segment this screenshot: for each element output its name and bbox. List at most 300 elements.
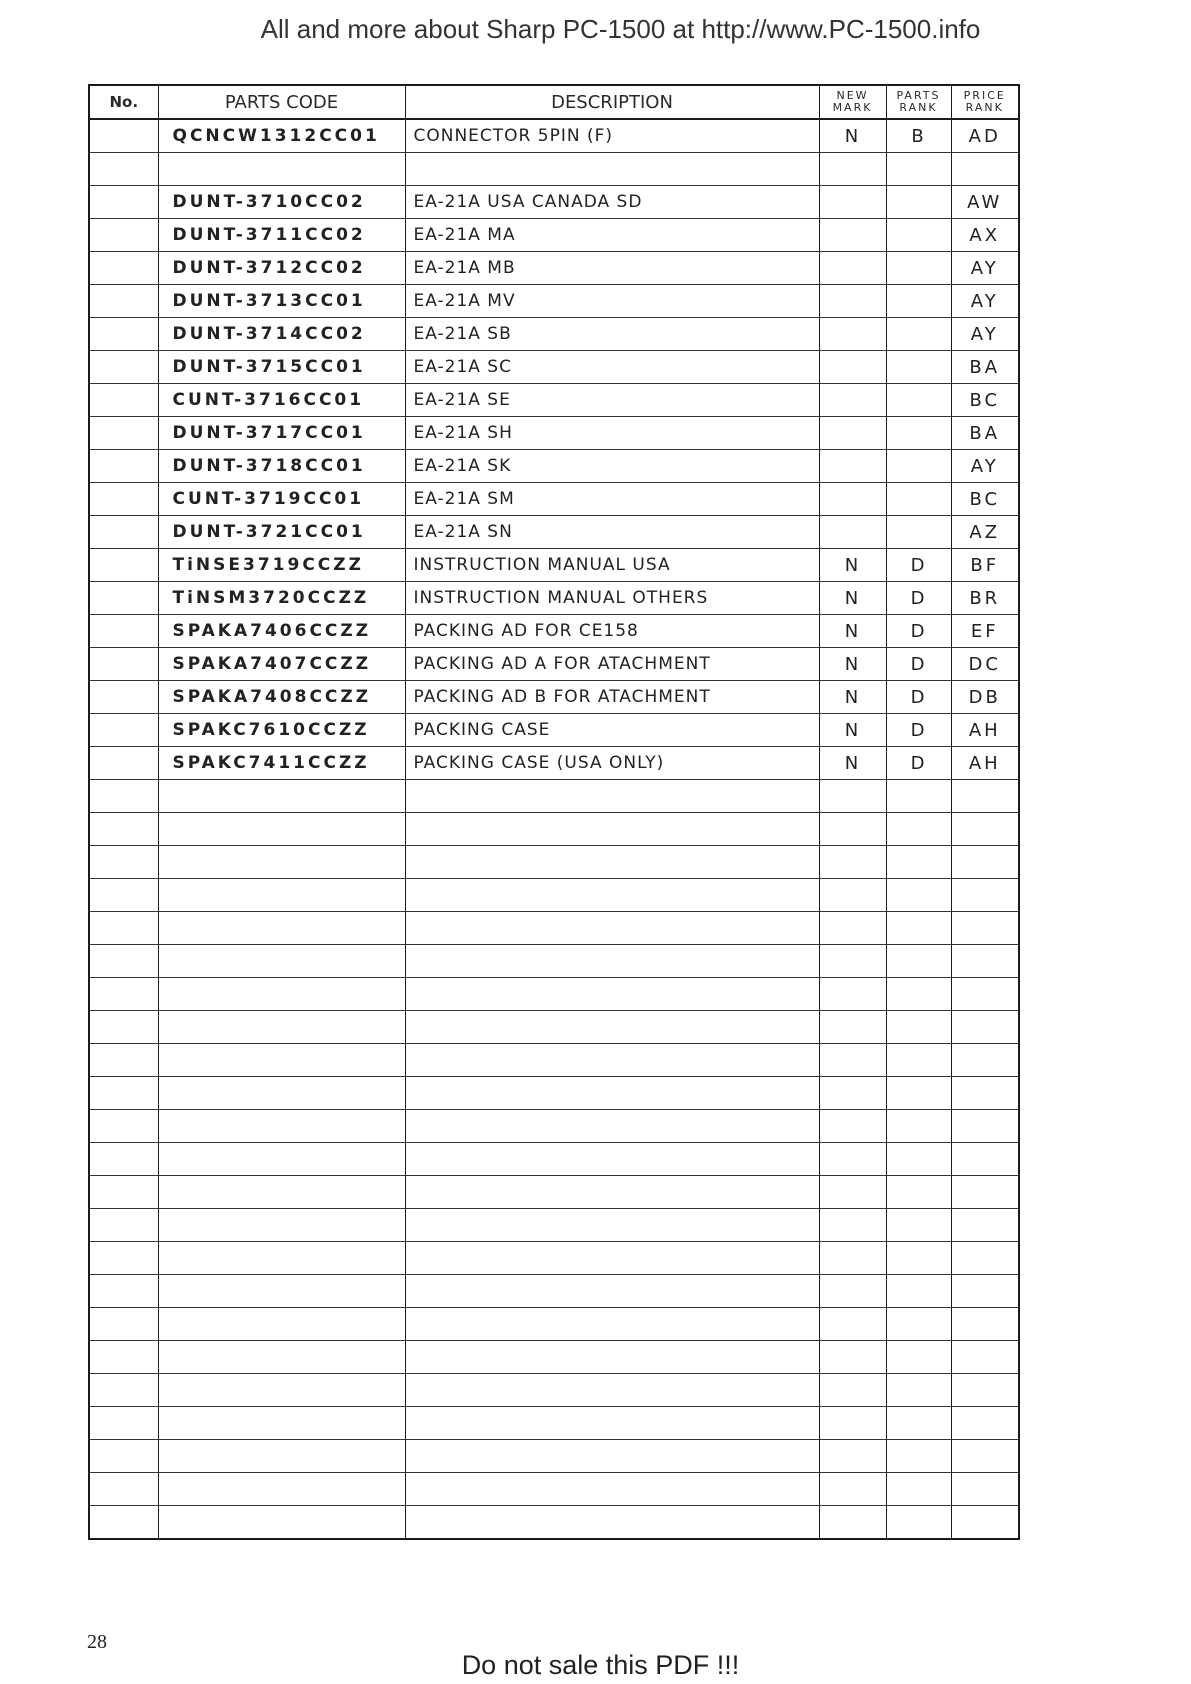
cell-description bbox=[405, 879, 819, 912]
cell-new-mark bbox=[819, 384, 886, 417]
header-parts-rank-line1: PARTS bbox=[896, 89, 941, 102]
cell-description: EA-21A SB bbox=[405, 318, 819, 351]
cell-new-mark bbox=[819, 1011, 886, 1044]
cell-parts-rank bbox=[886, 846, 951, 879]
cell-parts-code: SPAKA7408CCZZ bbox=[158, 681, 405, 714]
cell-price-rank bbox=[951, 1440, 1019, 1473]
cell-parts-rank bbox=[886, 1341, 951, 1374]
table-row bbox=[89, 1110, 1019, 1143]
cell-parts-code: SPAKA7406CCZZ bbox=[158, 615, 405, 648]
cell-parts-rank bbox=[886, 978, 951, 1011]
cell-new-mark: N bbox=[819, 714, 886, 747]
cell-new-mark bbox=[819, 945, 886, 978]
cell-parts-rank bbox=[886, 516, 951, 549]
cell-price-rank bbox=[951, 1506, 1019, 1540]
cell-new-mark: N bbox=[819, 648, 886, 681]
cell-no bbox=[89, 219, 158, 252]
table-row bbox=[89, 318, 1019, 351]
cell-description bbox=[405, 153, 819, 186]
table-row bbox=[89, 351, 1019, 384]
cell-description bbox=[405, 945, 819, 978]
cell-parts-code: DUNT-3710CC02 bbox=[158, 186, 405, 219]
cell-parts-rank bbox=[886, 318, 951, 351]
cell-description bbox=[405, 1374, 819, 1407]
cell-price-rank bbox=[951, 780, 1019, 813]
cell-parts-rank bbox=[886, 1044, 951, 1077]
cell-price-rank bbox=[951, 813, 1019, 846]
cell-description bbox=[405, 978, 819, 1011]
cell-description: EA-21A MB bbox=[405, 252, 819, 285]
cell-description bbox=[405, 1242, 819, 1275]
table-row bbox=[89, 1077, 1019, 1110]
cell-parts-code bbox=[158, 1011, 405, 1044]
cell-new-mark bbox=[819, 1143, 886, 1176]
cell-price-rank: BA bbox=[951, 417, 1019, 450]
cell-description bbox=[405, 1044, 819, 1077]
cell-parts-rank bbox=[886, 879, 951, 912]
cell-parts-rank bbox=[886, 384, 951, 417]
cell-new-mark bbox=[819, 219, 886, 252]
cell-price-rank: AY bbox=[951, 318, 1019, 351]
cell-no bbox=[89, 351, 158, 384]
table-row bbox=[89, 813, 1019, 846]
cell-parts-code: DUNT-3717CC01 bbox=[158, 417, 405, 450]
cell-no bbox=[89, 1011, 158, 1044]
cell-parts-code bbox=[158, 1209, 405, 1242]
table-row bbox=[89, 384, 1019, 417]
cell-new-mark bbox=[819, 1209, 886, 1242]
cell-parts-code: DUNT-3711CC02 bbox=[158, 219, 405, 252]
cell-price-rank: DB bbox=[951, 681, 1019, 714]
cell-description: PACKING CASE (USA ONLY) bbox=[405, 747, 819, 780]
table-row bbox=[89, 483, 1019, 516]
cell-description: EA-21A SH bbox=[405, 417, 819, 450]
cell-new-mark bbox=[819, 1308, 886, 1341]
cell-parts-rank bbox=[886, 219, 951, 252]
cell-parts-rank bbox=[886, 813, 951, 846]
cell-price-rank: AD bbox=[951, 119, 1019, 153]
cell-parts-code: CUNT-3719CC01 bbox=[158, 483, 405, 516]
table-row bbox=[89, 714, 1019, 747]
cell-no bbox=[89, 285, 158, 318]
table-row bbox=[89, 1044, 1019, 1077]
cell-new-mark bbox=[819, 1176, 886, 1209]
cell-no bbox=[89, 252, 158, 285]
cell-parts-rank bbox=[886, 1407, 951, 1440]
cell-description: PACKING CASE bbox=[405, 714, 819, 747]
cell-price-rank bbox=[951, 1341, 1019, 1374]
table-row bbox=[89, 1308, 1019, 1341]
cell-new-mark bbox=[819, 318, 886, 351]
footer-note: Do not sale this PDF !!! bbox=[461, 1650, 740, 1680]
cell-parts-rank: D bbox=[886, 714, 951, 747]
cell-description bbox=[405, 1176, 819, 1209]
cell-parts-code: DUNT-3713CC01 bbox=[158, 285, 405, 318]
cell-description: EA-21A SN bbox=[405, 516, 819, 549]
cell-parts-code: DUNT-3715CC01 bbox=[158, 351, 405, 384]
cell-price-rank: BF bbox=[951, 549, 1019, 582]
table-row bbox=[89, 945, 1019, 978]
header-no: No. bbox=[89, 85, 158, 119]
cell-parts-code bbox=[158, 1440, 405, 1473]
table-row bbox=[89, 1473, 1019, 1506]
cell-parts-code bbox=[158, 1506, 405, 1540]
cell-new-mark bbox=[819, 780, 886, 813]
cell-price-rank: BR bbox=[951, 582, 1019, 615]
cell-parts-rank bbox=[886, 1077, 951, 1110]
table-header-row bbox=[89, 85, 1019, 119]
cell-description: PACKING AD FOR CE158 bbox=[405, 615, 819, 648]
cell-no bbox=[89, 1440, 158, 1473]
cell-parts-rank bbox=[886, 1242, 951, 1275]
cell-no bbox=[89, 615, 158, 648]
cell-new-mark: N bbox=[819, 119, 886, 153]
table-row bbox=[89, 1407, 1019, 1440]
cell-parts-rank: D bbox=[886, 681, 951, 714]
table-row bbox=[89, 681, 1019, 714]
table-row bbox=[89, 615, 1019, 648]
cell-parts-code: QCNCW1312CC01 bbox=[158, 119, 405, 153]
cell-parts-rank bbox=[886, 1275, 951, 1308]
cell-description bbox=[405, 1407, 819, 1440]
cell-description bbox=[405, 1209, 819, 1242]
table-row bbox=[89, 1209, 1019, 1242]
cell-price-rank bbox=[951, 879, 1019, 912]
cell-price-rank: AY bbox=[951, 252, 1019, 285]
cell-parts-code: CUNT-3716CC01 bbox=[158, 384, 405, 417]
cell-parts-rank bbox=[886, 912, 951, 945]
cell-new-mark bbox=[819, 1044, 886, 1077]
cell-no bbox=[89, 681, 158, 714]
cell-description bbox=[405, 1110, 819, 1143]
cell-price-rank bbox=[951, 1275, 1019, 1308]
cell-price-rank bbox=[951, 912, 1019, 945]
cell-parts-code bbox=[158, 978, 405, 1011]
cell-no bbox=[89, 747, 158, 780]
cell-parts-rank bbox=[886, 186, 951, 219]
cell-new-mark: N bbox=[819, 681, 886, 714]
table-row bbox=[89, 582, 1019, 615]
cell-no bbox=[89, 549, 158, 582]
cell-description: EA-21A SM bbox=[405, 483, 819, 516]
cell-description bbox=[405, 1143, 819, 1176]
parts-list-table bbox=[88, 84, 1020, 1540]
cell-new-mark bbox=[819, 252, 886, 285]
cell-parts-code: DUNT-3714CC02 bbox=[158, 318, 405, 351]
cell-no bbox=[89, 1341, 158, 1374]
cell-price-rank bbox=[951, 1374, 1019, 1407]
cell-parts-rank: D bbox=[886, 582, 951, 615]
cell-new-mark bbox=[819, 1440, 886, 1473]
table-row bbox=[89, 153, 1019, 186]
cell-no bbox=[89, 879, 158, 912]
cell-new-mark bbox=[819, 285, 886, 318]
cell-new-mark: N bbox=[819, 747, 886, 780]
cell-price-rank: BC bbox=[951, 384, 1019, 417]
cell-parts-rank bbox=[886, 153, 951, 186]
cell-no bbox=[89, 912, 158, 945]
table-row bbox=[89, 1506, 1019, 1540]
cell-no bbox=[89, 1209, 158, 1242]
cell-new-mark bbox=[819, 813, 886, 846]
cell-parts-rank: D bbox=[886, 747, 951, 780]
cell-price-rank bbox=[951, 1176, 1019, 1209]
cell-parts-rank bbox=[886, 1143, 951, 1176]
cell-price-rank bbox=[951, 978, 1019, 1011]
cell-description: PACKING AD B FOR ATACHMENT bbox=[405, 681, 819, 714]
cell-no bbox=[89, 450, 158, 483]
cell-no bbox=[89, 648, 158, 681]
cell-price-rank bbox=[951, 945, 1019, 978]
cell-new-mark bbox=[819, 417, 886, 450]
cell-parts-rank bbox=[886, 780, 951, 813]
table-row bbox=[89, 252, 1019, 285]
cell-parts-code bbox=[158, 1143, 405, 1176]
cell-parts-code: SPAKC7610CCZZ bbox=[158, 714, 405, 747]
table-row bbox=[89, 417, 1019, 450]
cell-no bbox=[89, 417, 158, 450]
cell-no bbox=[89, 1506, 158, 1540]
cell-parts-rank: D bbox=[886, 549, 951, 582]
cell-new-mark bbox=[819, 1077, 886, 1110]
cell-parts-code bbox=[158, 153, 405, 186]
cell-no bbox=[89, 318, 158, 351]
cell-new-mark bbox=[819, 1242, 886, 1275]
cell-parts-code bbox=[158, 1374, 405, 1407]
cell-new-mark bbox=[819, 912, 886, 945]
header-price-rank bbox=[951, 85, 1019, 119]
cell-price-rank bbox=[951, 1011, 1019, 1044]
cell-price-rank: DC bbox=[951, 648, 1019, 681]
cell-price-rank: AX bbox=[951, 219, 1019, 252]
parts-table-body bbox=[89, 119, 1019, 1539]
cell-parts-rank: D bbox=[886, 615, 951, 648]
table-row bbox=[89, 879, 1019, 912]
table-row bbox=[89, 1440, 1019, 1473]
cell-new-mark bbox=[819, 879, 886, 912]
cell-no bbox=[89, 1242, 158, 1275]
cell-parts-rank bbox=[886, 1308, 951, 1341]
header-banner: All and more about Sharp PC-1500 at http://www.PC-1500.info bbox=[260, 14, 981, 44]
cell-price-rank bbox=[951, 1110, 1019, 1143]
cell-parts-code bbox=[158, 1242, 405, 1275]
table-row bbox=[89, 1374, 1019, 1407]
cell-price-rank: BC bbox=[951, 483, 1019, 516]
cell-parts-rank bbox=[886, 450, 951, 483]
header-description: DESCRIPTION bbox=[405, 85, 819, 119]
table-row bbox=[89, 780, 1019, 813]
cell-parts-rank bbox=[886, 945, 951, 978]
table-row bbox=[89, 978, 1019, 1011]
cell-parts-rank bbox=[886, 1506, 951, 1540]
cell-description bbox=[405, 846, 819, 879]
cell-parts-code bbox=[158, 1407, 405, 1440]
cell-description: EA-21A USA CANADA SD bbox=[405, 186, 819, 219]
cell-new-mark bbox=[819, 1374, 886, 1407]
table-row bbox=[89, 1242, 1019, 1275]
cell-no bbox=[89, 1308, 158, 1341]
cell-parts-rank: B bbox=[886, 119, 951, 153]
table-row bbox=[89, 846, 1019, 879]
cell-description bbox=[405, 813, 819, 846]
table-row bbox=[89, 186, 1019, 219]
cell-parts-code: SPAKC7411CCZZ bbox=[158, 747, 405, 780]
cell-new-mark bbox=[819, 846, 886, 879]
cell-new-mark bbox=[819, 153, 886, 186]
cell-no bbox=[89, 582, 158, 615]
cell-parts-rank bbox=[886, 1473, 951, 1506]
cell-no bbox=[89, 153, 158, 186]
cell-parts-rank bbox=[886, 285, 951, 318]
cell-price-rank bbox=[951, 1209, 1019, 1242]
cell-description bbox=[405, 780, 819, 813]
header-new-mark-line2: MARK bbox=[832, 101, 873, 114]
cell-parts-code bbox=[158, 813, 405, 846]
cell-description: EA-21A SE bbox=[405, 384, 819, 417]
cell-price-rank bbox=[951, 1077, 1019, 1110]
cell-new-mark bbox=[819, 1110, 886, 1143]
cell-price-rank: AW bbox=[951, 186, 1019, 219]
header-price-rank-line2: RANK bbox=[965, 101, 1004, 114]
table-row bbox=[89, 1176, 1019, 1209]
cell-description: CONNECTOR 5PIN (F) bbox=[405, 119, 819, 153]
cell-no bbox=[89, 1473, 158, 1506]
header-parts-code: PARTS CODE bbox=[158, 85, 405, 119]
cell-parts-rank bbox=[886, 351, 951, 384]
cell-new-mark bbox=[819, 186, 886, 219]
header-price-rank-line1: PRICE bbox=[963, 89, 1006, 102]
cell-no bbox=[89, 1077, 158, 1110]
cell-no bbox=[89, 1407, 158, 1440]
cell-parts-code bbox=[158, 912, 405, 945]
cell-parts-code bbox=[158, 1077, 405, 1110]
cell-parts-rank: D bbox=[886, 648, 951, 681]
table-row bbox=[89, 285, 1019, 318]
cell-description bbox=[405, 1506, 819, 1540]
cell-price-rank: BA bbox=[951, 351, 1019, 384]
cell-new-mark bbox=[819, 978, 886, 1011]
cell-new-mark bbox=[819, 1407, 886, 1440]
cell-no bbox=[89, 1374, 158, 1407]
table-row bbox=[89, 912, 1019, 945]
cell-no bbox=[89, 813, 158, 846]
cell-parts-code bbox=[158, 1044, 405, 1077]
cell-description: INSTRUCTION MANUAL USA bbox=[405, 549, 819, 582]
cell-new-mark bbox=[819, 1506, 886, 1540]
cell-parts-code: DUNT-3721CC01 bbox=[158, 516, 405, 549]
cell-new-mark: N bbox=[819, 615, 886, 648]
cell-parts-code bbox=[158, 1110, 405, 1143]
cell-new-mark bbox=[819, 516, 886, 549]
cell-price-rank bbox=[951, 846, 1019, 879]
cell-description: INSTRUCTION MANUAL OTHERS bbox=[405, 582, 819, 615]
page-number: 28 bbox=[87, 1631, 107, 1653]
cell-parts-rank bbox=[886, 1374, 951, 1407]
table-row bbox=[89, 450, 1019, 483]
cell-price-rank: EF bbox=[951, 615, 1019, 648]
cell-description bbox=[405, 912, 819, 945]
cell-new-mark bbox=[819, 1473, 886, 1506]
cell-description: EA-21A SK bbox=[405, 450, 819, 483]
cell-parts-code: DUNT-3718CC01 bbox=[158, 450, 405, 483]
cell-parts-code: TiNSM3720CCZZ bbox=[158, 582, 405, 615]
cell-parts-code bbox=[158, 945, 405, 978]
header-new-mark bbox=[819, 85, 886, 119]
cell-description bbox=[405, 1440, 819, 1473]
cell-parts-rank bbox=[886, 417, 951, 450]
cell-parts-code: TiNSE3719CCZZ bbox=[158, 549, 405, 582]
cell-no bbox=[89, 384, 158, 417]
cell-parts-rank bbox=[886, 1110, 951, 1143]
cell-no bbox=[89, 1143, 158, 1176]
cell-description bbox=[405, 1308, 819, 1341]
table-row bbox=[89, 516, 1019, 549]
cell-parts-code bbox=[158, 1473, 405, 1506]
cell-parts-rank bbox=[886, 483, 951, 516]
cell-new-mark: N bbox=[819, 582, 886, 615]
cell-no bbox=[89, 846, 158, 879]
cell-price-rank: AH bbox=[951, 747, 1019, 780]
cell-price-rank: AZ bbox=[951, 516, 1019, 549]
cell-description: PACKING AD A FOR ATACHMENT bbox=[405, 648, 819, 681]
cell-no bbox=[89, 945, 158, 978]
cell-price-rank bbox=[951, 1473, 1019, 1506]
cell-price-rank bbox=[951, 1308, 1019, 1341]
cell-price-rank bbox=[951, 1242, 1019, 1275]
table-row bbox=[89, 1143, 1019, 1176]
cell-parts-code: SPAKA7407CCZZ bbox=[158, 648, 405, 681]
cell-description bbox=[405, 1341, 819, 1374]
table-row bbox=[89, 549, 1019, 582]
cell-no bbox=[89, 1275, 158, 1308]
cell-parts-rank bbox=[886, 1209, 951, 1242]
cell-description: EA-21A SC bbox=[405, 351, 819, 384]
table-row bbox=[89, 747, 1019, 780]
cell-description bbox=[405, 1275, 819, 1308]
cell-parts-code bbox=[158, 879, 405, 912]
cell-parts-rank bbox=[886, 252, 951, 285]
cell-no bbox=[89, 119, 158, 153]
header-parts-rank-line2: RANK bbox=[899, 101, 938, 114]
cell-parts-rank bbox=[886, 1176, 951, 1209]
cell-parts-code bbox=[158, 780, 405, 813]
cell-no bbox=[89, 714, 158, 747]
table-row bbox=[89, 119, 1019, 153]
cell-parts-code: DUNT-3712CC02 bbox=[158, 252, 405, 285]
header-parts-rank bbox=[886, 85, 951, 119]
table-row bbox=[89, 1275, 1019, 1308]
cell-new-mark bbox=[819, 1275, 886, 1308]
header-new-mark-line1: NEW bbox=[836, 89, 869, 102]
table-row bbox=[89, 1011, 1019, 1044]
cell-no bbox=[89, 780, 158, 813]
cell-new-mark bbox=[819, 483, 886, 516]
cell-price-rank: AH bbox=[951, 714, 1019, 747]
cell-new-mark: N bbox=[819, 549, 886, 582]
cell-no bbox=[89, 186, 158, 219]
cell-no bbox=[89, 516, 158, 549]
cell-no bbox=[89, 1176, 158, 1209]
table-row bbox=[89, 219, 1019, 252]
cell-description bbox=[405, 1473, 819, 1506]
cell-parts-code bbox=[158, 1308, 405, 1341]
cell-description bbox=[405, 1011, 819, 1044]
cell-parts-code bbox=[158, 1275, 405, 1308]
cell-no bbox=[89, 1044, 158, 1077]
table-row bbox=[89, 648, 1019, 681]
cell-parts-code bbox=[158, 846, 405, 879]
cell-no bbox=[89, 1110, 158, 1143]
